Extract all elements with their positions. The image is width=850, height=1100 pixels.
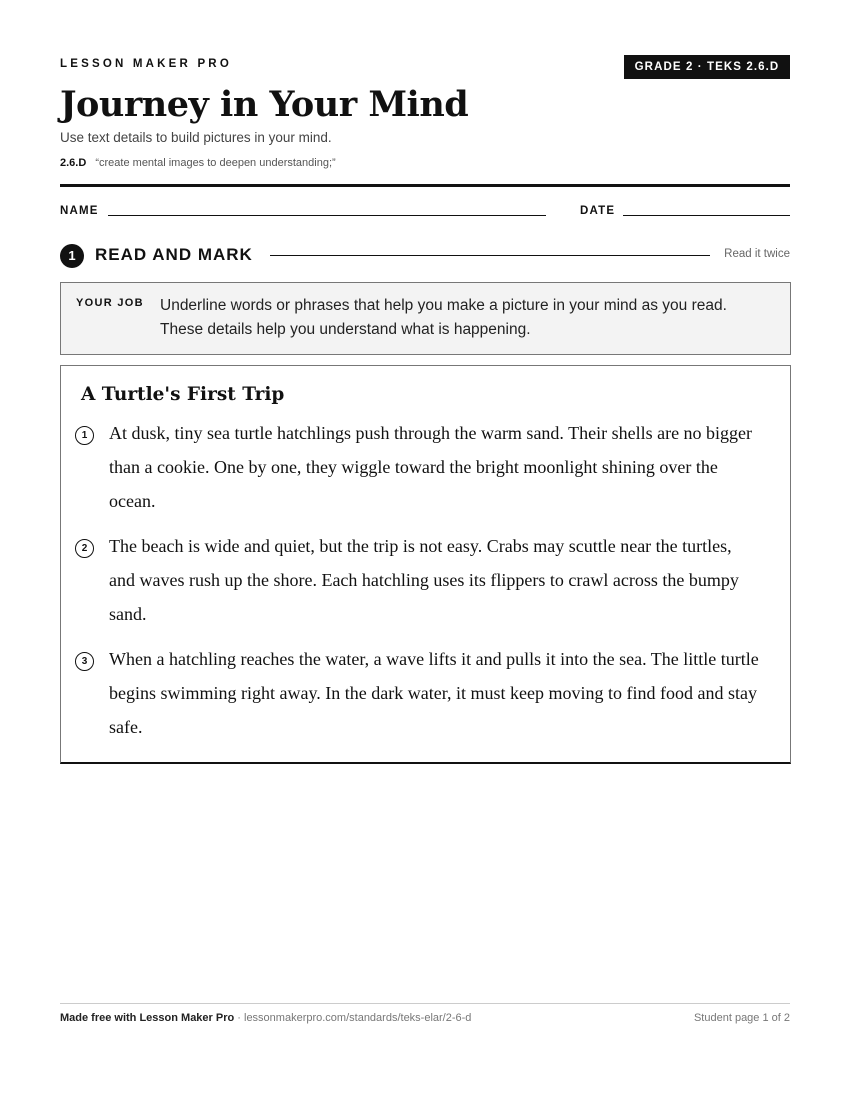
worksheet-title: Journey in Your Mind [60,84,469,125]
date-field-line[interactable] [623,215,790,216]
paragraph-number-badge: 1 [75,426,94,445]
section-title: READ AND MARK [95,245,253,264]
worksheet-subtitle: Use text details to build pictures in your mind. [60,130,332,145]
job-instructions: Underline words or phrases that help you make a picture in your mind as you read. These details help you understand what is happening. [160,297,727,338]
job-box [60,282,791,355]
section-number-badge: 1 [60,244,84,268]
standard-text: “create mental images to deepen understanding;” [95,157,336,169]
paragraph-text: When a hatchling reaches the water, a wave lifts it and pulls it into the sea. The little turtle begins swimming right away. In the dark water, it must keep moving to find food and stay safe. [109,649,759,737]
paragraph-number-badge: 2 [75,539,94,558]
footer-page-number: Student page 1 of 2 [693,1012,790,1024]
passage-title: A Turtle's First Trip [81,384,285,405]
name-label: NAME [60,205,99,217]
brand-name: LESSON MAKER PRO [60,58,232,70]
footer-divider [60,1003,790,1004]
footer-url[interactable]: · lessonmakerpro.com/standards/teks-elar/2-6-d [234,1012,472,1024]
date-label: DATE [580,205,616,217]
footer-made-with: Made free with Lesson Maker Pro [60,1012,235,1024]
paragraph-number-badge: 3 [75,652,94,671]
footer-credit [60,1012,471,1024]
section-rule [270,255,710,256]
passage-box [60,365,791,764]
name-field-line[interactable] [108,215,546,216]
section-hint: Read it twice [724,248,790,260]
standard-code: 2.6.D [60,157,87,169]
job-label: YOUR JOB [76,297,144,309]
grade-badge: GRADE 2 · TEKS 2.6.D [624,55,790,79]
standard-line [60,157,336,169]
paragraph-text: The beach is wide and quiet, but the trip is not easy. Crabs may scuttle near the turtles, and waves rush up the shore. Each hatchling uses its flippers to crawl across the bumpy sand. [109,536,739,624]
paragraph-text: At dusk, tiny sea turtle hatchlings push through the warm sand. Their shells are no bigger than a cookie. One by one, they wiggle toward the bright moonlight shining over the ocean. [109,423,753,511]
header-divider [60,184,790,187]
